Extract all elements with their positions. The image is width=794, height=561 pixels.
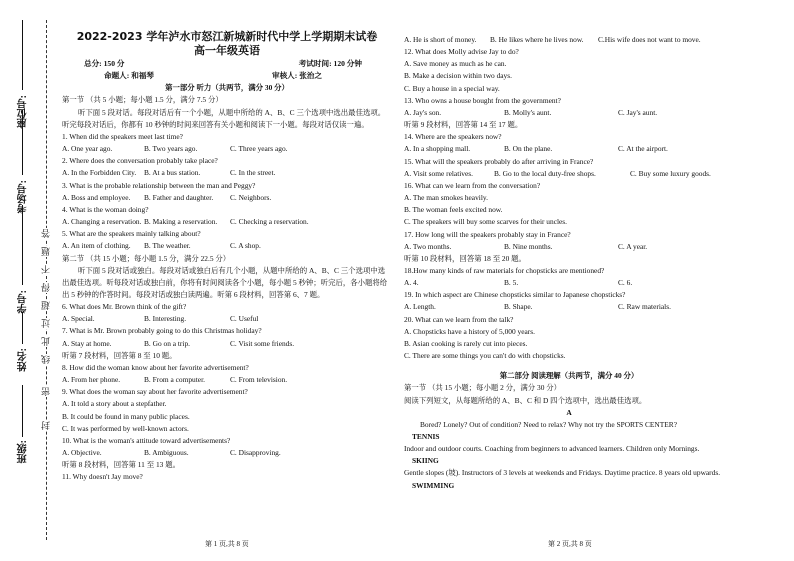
skiing-heading: SKIING bbox=[412, 456, 439, 466]
binding-strip bbox=[0, 0, 58, 561]
option: A. The man smokes heavily. bbox=[404, 193, 488, 203]
material-note-7: 听第 7 段材料，回答第 8 至 10 题。 bbox=[62, 350, 177, 360]
option: C. There are some things you can't do with chopsticks. bbox=[404, 351, 566, 361]
seal-char: 得 bbox=[41, 283, 51, 292]
option: C. A shop. bbox=[230, 241, 261, 251]
seal-char: 题 bbox=[41, 247, 51, 256]
option: C. A year. bbox=[618, 241, 648, 251]
option: B. Go on a trip. bbox=[144, 338, 190, 348]
question-18: 18.How many kinds of raw materials for chopsticks are mentioned? bbox=[404, 265, 605, 275]
options-4 bbox=[62, 216, 392, 228]
exam-meta-row1 bbox=[62, 58, 392, 70]
option: B. Nine months. bbox=[504, 241, 553, 251]
option: B. Asian cooking is rarely cut into pieces. bbox=[404, 338, 528, 348]
tennis-heading: TENNIS bbox=[412, 432, 440, 441]
seal-char: 线 bbox=[41, 355, 51, 364]
options-5 bbox=[62, 240, 392, 252]
page-footer-left: 第 1 页,共 8 页 bbox=[205, 540, 249, 548]
option: C. Buy some luxury goods. bbox=[630, 168, 711, 178]
question-15: 15. What will the speakers probably do after arriving in France? bbox=[404, 156, 594, 166]
option: B. Make a decision within two days. bbox=[404, 71, 512, 81]
option: B. Making a reservation. bbox=[144, 217, 218, 227]
part1-heading: 第一部分 听力（共两节，满分 30 分） bbox=[165, 83, 289, 93]
student-id-label: 学号: bbox=[18, 290, 29, 314]
total-score: 总分: 150 分 bbox=[84, 59, 125, 68]
option: B. Two years ago. bbox=[144, 144, 198, 154]
options-17 bbox=[404, 241, 734, 253]
option: C. Jay's aunt. bbox=[618, 107, 658, 117]
option: A. 4. bbox=[404, 278, 419, 288]
seal-char: 答 bbox=[41, 229, 51, 238]
option: C. Visit some friends. bbox=[230, 338, 295, 348]
option: B. Shape. bbox=[504, 302, 533, 312]
options-10 bbox=[62, 447, 392, 459]
option: A. An item of clothing. bbox=[62, 241, 131, 251]
option: B. From a computer. bbox=[144, 375, 205, 385]
swimming-heading: SWIMMING bbox=[412, 480, 455, 490]
option: A. Changing a reservation. bbox=[62, 217, 142, 227]
options-8 bbox=[62, 374, 392, 386]
option: C.His wife does not want to move. bbox=[598, 35, 701, 44]
option: A. From her phone. bbox=[62, 375, 121, 385]
seat-number-line bbox=[22, 20, 23, 90]
question-16: 16. What can we learn from the conversation? bbox=[404, 180, 541, 190]
section1-instructions: 听下面 5 段对话。每段对话后有一个小题，从题中所给的 A、B、C 三个选项中选出最佳选项。听完每段对话后，你都有 10 秒钟的时间来回答有关小题和阅读下一小题。每段对话仅读一遍。 bbox=[62, 107, 386, 129]
question-1: 1. When did the speakers meet last time? bbox=[62, 131, 183, 141]
option: B. At a bus station. bbox=[144, 168, 201, 178]
seal-char: 不 bbox=[41, 265, 51, 274]
options-11 bbox=[404, 34, 734, 46]
seal-char: 封 bbox=[41, 421, 51, 430]
question-13: 13. Who owns a house bought from the government? bbox=[404, 95, 561, 105]
option: C. From television. bbox=[230, 375, 288, 385]
option: A. In a shopping mall. bbox=[404, 144, 471, 154]
passage-intro: Bored? Lonely? Out of condition? Need to relax? Why not try the SPORTS CENTER? bbox=[420, 419, 678, 429]
seal-char: 过 bbox=[41, 319, 51, 328]
options-3 bbox=[62, 192, 392, 204]
option: C. Disapproving. bbox=[230, 448, 281, 457]
option: B. The weather. bbox=[144, 241, 191, 251]
part2-heading: 第二部分 阅读理解（共两节，满分 40 分） bbox=[499, 371, 639, 381]
option: A. In the Forbidden City. bbox=[62, 168, 137, 178]
option: B. 5. bbox=[504, 278, 519, 288]
seal-char: 此 bbox=[41, 337, 51, 346]
material-note-9: 听第 9 段材料，回答第 14 至 17 题。 bbox=[404, 120, 523, 130]
option: C. Useful bbox=[230, 314, 259, 324]
options-7 bbox=[62, 338, 392, 350]
option: B. Father and daughter. bbox=[144, 192, 214, 202]
question-12: 12. What does Molly advise Jay to do? bbox=[404, 47, 519, 57]
option: C. It was performed by well-known actors. bbox=[62, 423, 189, 433]
option: C. Buy a house in a special way. bbox=[404, 83, 500, 93]
seal-dash-line bbox=[46, 20, 47, 540]
class-label: 班级: bbox=[18, 440, 29, 464]
option: A. Jay's son. bbox=[404, 107, 442, 117]
option: B. On the plane. bbox=[504, 144, 553, 154]
author: 命题人: 和福琴 bbox=[104, 71, 154, 81]
reading-section1-heading: 第一节 （共 15 小题；每小题 2 分，满分 30 分） bbox=[404, 383, 562, 393]
option: C. 6. bbox=[618, 278, 633, 288]
option: A. He is short of money. bbox=[404, 35, 477, 44]
options-1 bbox=[62, 143, 392, 155]
option: B. Ambiguous. bbox=[144, 448, 189, 457]
question-6: 6. What does Mr. Brown think of the gift? bbox=[62, 302, 187, 312]
question-4: 4. What is the woman doing? bbox=[62, 204, 149, 214]
option: B. The woman feels excited now. bbox=[404, 205, 503, 215]
exam-room-line bbox=[22, 110, 23, 175]
option: A. One year ago. bbox=[62, 144, 113, 154]
option: A. Stay at home. bbox=[62, 338, 112, 348]
skiing-text: Gentle slopes (坡). Instructors of 3 levels at weekends and Fridays. Daytime practice. 8 years old upwards. bbox=[404, 468, 721, 478]
question-2: 2. Where does the conversation probably take place? bbox=[62, 156, 218, 166]
seal-char: 超 bbox=[41, 301, 51, 310]
option: A. Boss and employee. bbox=[62, 192, 131, 202]
option: B. It could be found in many public places. bbox=[62, 411, 190, 421]
section2-instructions: 听下面 5 段对话或独白。每段对话或独白后有几个小题，从题中所给的 A、B、C 三个选项中选出最佳选项。听每段对话或独白前，你将有时间阅读各个小题，每小题 5 秒钟；听完后，各小题将给出 5 秒钟的作答时间。每段对话或独白读两遍。听第 6 段材料，回答第 6、7 题。 bbox=[62, 265, 388, 299]
option: C. In the street. bbox=[230, 168, 276, 178]
options-6 bbox=[62, 313, 392, 325]
question-5: 5. What are the speakers mainly talking about? bbox=[62, 229, 201, 239]
option: B. Molly's aunt. bbox=[504, 107, 552, 117]
question-11: 11. Why doesn't Jay move? bbox=[62, 472, 143, 482]
material-note-8: 听第 8 段材料，回答第 11 至 13 题。 bbox=[62, 460, 180, 470]
class-line bbox=[22, 385, 23, 437]
question-10: 10. What is the woman's attitude toward advertisements? bbox=[62, 435, 231, 445]
option: A. Objective. bbox=[62, 448, 102, 457]
options-13 bbox=[404, 107, 734, 119]
question-9: 9. What does the woman say about her favorite advertisement? bbox=[62, 387, 248, 397]
question-8: 8. How did the woman know about her favorite advertisement? bbox=[62, 362, 249, 372]
options-19 bbox=[404, 301, 734, 313]
option: B. Go to the local duty-free shops. bbox=[494, 168, 596, 178]
options-2 bbox=[62, 167, 392, 179]
tennis-text: Indoor and outdoor courts. Coaching from beginners to advanced learners. Children only Mornings. bbox=[404, 444, 700, 454]
question-3: 3. What is the probable relationship between the man and Peggy? bbox=[62, 180, 256, 190]
seal-char: 密 bbox=[41, 387, 51, 396]
option: C. Checking a reservation. bbox=[230, 217, 309, 227]
option: A. Chopsticks have a history of 5,000 years. bbox=[404, 326, 535, 336]
question-7: 7. What is Mr. Brown probably going to do this Christmas holiday? bbox=[62, 326, 262, 336]
question-14: 14. Where are the speakers now? bbox=[404, 132, 502, 142]
student-id-line bbox=[22, 205, 23, 285]
option: C. Three years ago. bbox=[230, 144, 288, 154]
seat-number-label: 座位号: bbox=[18, 95, 29, 129]
section1-heading: 第一节 （共 5 小题；每小题 1.5 分，满分 7.5 分） bbox=[62, 95, 223, 105]
name-label: 姓名: bbox=[18, 348, 29, 372]
material-note-10: 听第 10 段材料，回答第 18 至 20 题。 bbox=[404, 253, 526, 263]
passage-letter: A bbox=[566, 407, 572, 417]
page-footer-right: 第 2 页,共 8 页 bbox=[548, 540, 592, 548]
exam-time: 考试时间: 120 分钟 bbox=[298, 59, 362, 68]
options-15 bbox=[404, 168, 734, 180]
option: A. Special. bbox=[62, 314, 95, 324]
reading-section1-instructions: 阅读下列短文，从每题所给的 A、B、C 和 D 四个选项中，选出最佳选项。 bbox=[404, 395, 647, 405]
reviewer: 审核人: 张治之 bbox=[272, 71, 322, 81]
exam-meta-row2 bbox=[62, 70, 392, 82]
option: C. Raw materials. bbox=[618, 302, 671, 312]
option: C. The speakers will buy some scarves for their uncles. bbox=[404, 217, 568, 227]
option: A. It told a story about a stepfather. bbox=[62, 399, 167, 409]
option: B. Interesting. bbox=[144, 314, 187, 324]
option: A. Two months. bbox=[404, 241, 452, 251]
options-14 bbox=[404, 143, 734, 155]
option: A. Length. bbox=[404, 302, 436, 312]
exam-room-label: 考场号: bbox=[18, 180, 29, 214]
option: C. At the airport. bbox=[618, 144, 668, 154]
option: B. He likes where he lives now. bbox=[490, 35, 584, 44]
right-column bbox=[404, 34, 734, 492]
question-17: 17. How long will the speakers probably stay in France? bbox=[404, 229, 571, 239]
section2-heading: 第二节 （共 15 小题；每小题 1.5 分，满分 22.5 分） bbox=[62, 253, 231, 263]
exam-title: 2022-2023 学年泸水市怒江新城新时代中学上学期期末试卷 bbox=[76, 30, 378, 43]
option: A. Save money as much as he can. bbox=[404, 59, 507, 69]
name-line bbox=[22, 312, 23, 344]
option: A. Visit some relatives. bbox=[404, 168, 474, 178]
option: C. Neighbors. bbox=[230, 192, 272, 202]
exam-subtitle: 高一年级英语 bbox=[194, 44, 260, 57]
question-20: 20. What can we learn from the talk? bbox=[404, 314, 514, 324]
question-19: 19. In which aspect are Chinese chopsticks similar to Japanese chopsticks? bbox=[404, 290, 626, 300]
options-18 bbox=[404, 277, 734, 289]
left-column bbox=[62, 30, 392, 483]
